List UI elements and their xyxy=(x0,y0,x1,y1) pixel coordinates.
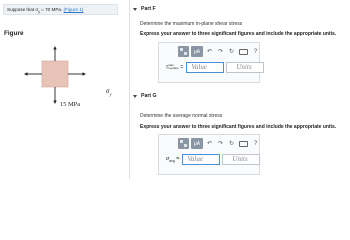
part-g-value-input[interactable]: Value xyxy=(182,154,220,165)
part-f-toolbar xyxy=(178,46,260,57)
arrow-bottom-head xyxy=(53,101,56,105)
figure-link[interactable]: (Figure 1) xyxy=(63,7,84,12)
help-icon[interactable]: ? xyxy=(253,140,258,147)
part-g-question: Determine the average normal stress xyxy=(140,113,223,119)
stress-value-label: 15 MPa xyxy=(60,101,81,108)
collapse-caret-icon xyxy=(133,8,137,11)
part-g-answer-box xyxy=(158,134,260,175)
part-f-value-input[interactable]: Value xyxy=(186,62,224,73)
reset-icon[interactable]: ↻ xyxy=(228,141,235,147)
undo-icon[interactable]: ↶ xyxy=(206,49,213,55)
part-f-instruction: Express your answer to three significant figures and include the appropriate units. xyxy=(140,31,337,37)
part-g-units-input[interactable]: Units xyxy=(222,154,260,165)
arrow-left-head xyxy=(24,72,28,75)
prompt-sub: y xyxy=(38,9,40,14)
undo-icon[interactable]: ↶ xyxy=(206,141,213,147)
stress-element-square xyxy=(42,61,68,87)
stress-element-svg xyxy=(6,46,116,122)
part-f-question: Determine the maximum in-plane shear stress xyxy=(140,21,243,27)
prompt-text: Suppose that σ xyxy=(7,7,39,12)
part-f-units-input[interactable]: Units xyxy=(226,62,264,73)
keyboard-icon[interactable] xyxy=(239,49,248,55)
left-panel xyxy=(0,0,122,179)
right-panel xyxy=(133,0,350,179)
panel-divider xyxy=(129,0,130,179)
part-g-toolbar xyxy=(178,138,260,149)
help-icon[interactable]: ? xyxy=(253,48,258,55)
part-f-header[interactable] xyxy=(133,6,156,12)
units-button[interactable]: μA xyxy=(191,138,203,149)
prompt-text-after: = 70 MPa. xyxy=(39,7,63,12)
part-f-label: Part F xyxy=(141,6,156,12)
arrow-right-head xyxy=(83,72,87,75)
templates-icon[interactable] xyxy=(178,138,189,149)
part-g-label: Part G xyxy=(141,93,157,99)
redo-icon[interactable]: ↷ xyxy=(217,49,224,55)
collapse-caret-icon xyxy=(133,95,137,98)
redo-icon[interactable]: ↷ xyxy=(217,141,224,147)
part-g-input-row xyxy=(166,154,260,165)
sigma-y-label: $\sigma_y$ xyxy=(106,87,112,97)
units-button[interactable]: μA xyxy=(191,46,203,57)
part-g-header[interactable] xyxy=(133,93,157,99)
arrow-top-head xyxy=(53,46,56,50)
tau-max-label: τ max in-plane = xyxy=(166,63,184,71)
reset-icon[interactable]: ↻ xyxy=(228,49,235,55)
templates-icon[interactable] xyxy=(178,46,189,57)
problem-statement xyxy=(3,4,118,15)
keyboard-icon[interactable] xyxy=(239,141,248,147)
stress-element-figure xyxy=(6,46,116,122)
part-g-instruction: Express your answer to three significant figures and include the appropriate units. xyxy=(140,124,337,130)
sigma-avg-label: $\sigma_{avg}$ = xyxy=(166,155,180,164)
figure-title: Figure xyxy=(4,30,24,37)
part-f-input-row xyxy=(166,62,264,73)
part-f-answer-box xyxy=(158,42,260,83)
